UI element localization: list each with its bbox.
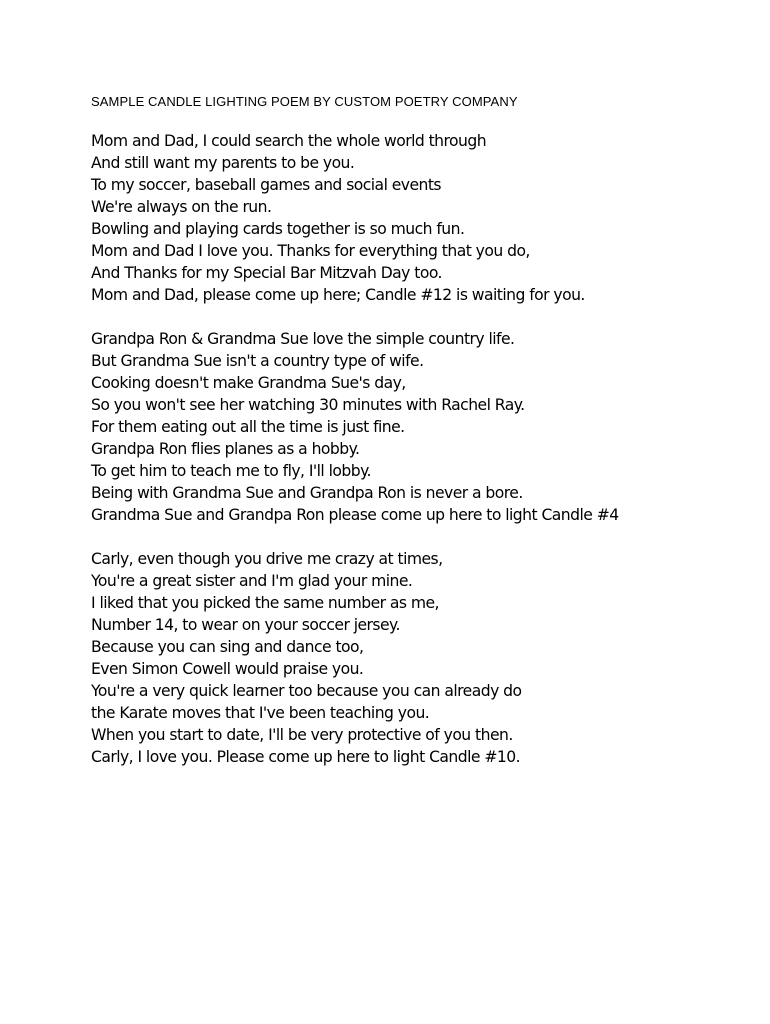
poem-line: But Grandma Sue isn't a country type of wife.: [91, 352, 424, 370]
poem-line: Even Simon Cowell would praise you.: [91, 660, 364, 678]
poem-line: Mom and Dad, please come up here; Candle #12 is waiting for you.: [91, 286, 585, 304]
poem-line: Mom and Dad, I could search the whole world through: [91, 132, 487, 150]
poem-line: Grandpa Ron flies planes as a hobby.: [91, 440, 360, 458]
stanza-grandparents: [91, 328, 761, 526]
poem-line: So you won't see her watching 30 minutes with Rachel Ray.: [91, 396, 525, 414]
poem-line: When you start to date, I'll be very protective of you then.: [91, 726, 513, 744]
poem-line: To my soccer, baseball games and social events: [91, 176, 441, 194]
poem-line: the Karate moves that I've been teaching you.: [91, 704, 430, 722]
poem-line: You're a great sister and I'm glad your mine.: [91, 572, 413, 590]
poem-line: To get him to teach me to fly, I'll lobby.: [91, 462, 371, 480]
poem-line: Bowling and playing cards together is so much fun.: [91, 220, 465, 238]
poem-line: I liked that you picked the same number as me,: [91, 594, 439, 612]
poem-line: Grandma Sue and Grandpa Ron please come up here to light Candle #4: [91, 506, 619, 524]
poem-line: And Thanks for my Special Bar Mitzvah Day too.: [91, 264, 442, 282]
poem-line: Being with Grandma Sue and Grandpa Ron is never a bore.: [91, 484, 523, 502]
poem-line: Carly, even though you drive me crazy at times,: [91, 550, 443, 568]
stanza-parents: [91, 130, 761, 306]
poem-line: You're a very quick learner too because you can already do: [91, 682, 522, 700]
poem-line: Mom and Dad I love you. Thanks for everything that you do,: [91, 242, 530, 260]
poem-line: For them eating out all the time is just fine.: [91, 418, 405, 436]
poem-line: And still want my parents to be you.: [91, 154, 355, 172]
poem-line: Grandpa Ron & Grandma Sue love the simple country life.: [91, 330, 515, 348]
poem-body: [91, 130, 761, 790]
poem-line: Cooking doesn't make Grandma Sue's day,: [91, 374, 406, 392]
poem-line: Number 14, to wear on your soccer jersey.: [91, 616, 400, 634]
document-heading: SAMPLE CANDLE LIGHTING POEM BY CUSTOM POETRY COMPANY: [91, 94, 518, 109]
stanza-sister: [91, 548, 761, 768]
poem-line: Because you can sing and dance too,: [91, 638, 364, 656]
poem-line: Carly, I love you. Please come up here to light Candle #10.: [91, 748, 521, 766]
poem-line: We're always on the run.: [91, 198, 272, 216]
